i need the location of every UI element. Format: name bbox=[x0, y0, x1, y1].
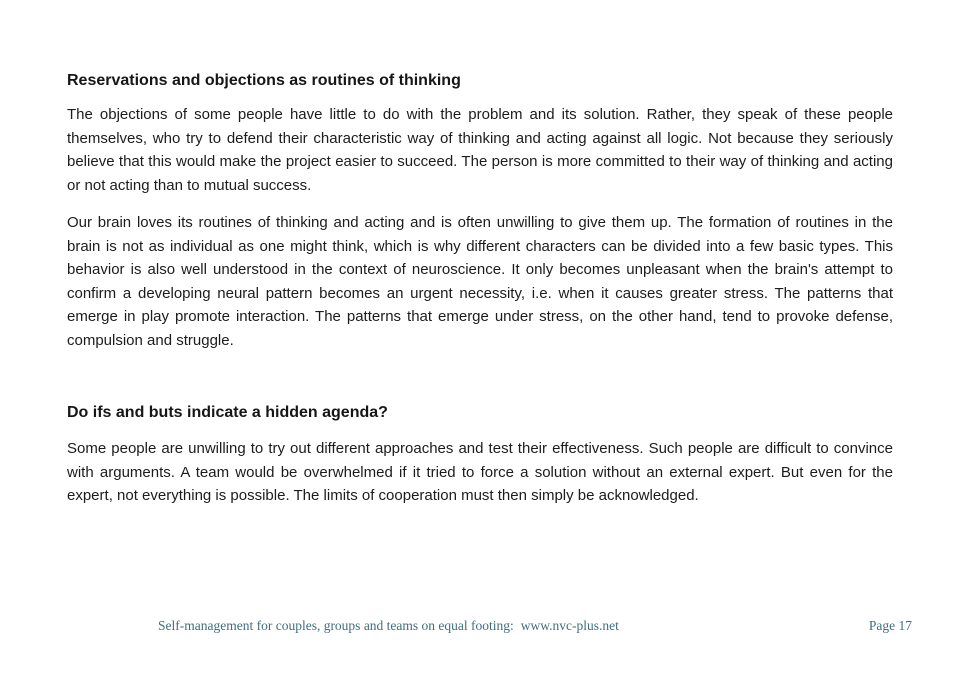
footer-page-number: Page 17 bbox=[868, 618, 912, 633]
paragraph-unwilling-people: Some people are unwilling to try out different approaches and test their effectiveness. Such people are difficult to convince with arguments. A team would be overwhelmed if it tried to force a solution without an external expert. But even for the expert, not everything is possible. The limits of cooperation must then simply be acknowledged. bbox=[67, 440, 893, 505]
footer-tagline bbox=[158, 617, 619, 634]
paragraph-objections: The objections of some people have little to do with the problem and its solution. Rather, they speak of these people themselves, who try to defend their characteristic way of thinking and acting against all logic. Not because they seriously believe that this would make the project easier to succeed. The person is more committed to their way of thinking and acting or not acting than to mutual success. bbox=[67, 106, 893, 194]
section-heading-reservations: Reservations and objections as routines of thinking bbox=[67, 72, 461, 89]
footer-url-link[interactable]: www.nvc-plus.net bbox=[520, 618, 619, 633]
section-heading-hidden-agenda: Do ifs and buts indicate a hidden agenda? bbox=[67, 404, 388, 421]
paragraph-brain-routines: Our brain loves its routines of thinking and acting and is often unwilling to give them up. The formation of routines in the brain is not as individual as one might think, which is why different characters can be divided into a few basic types. This behavior is also well understood in the context of neuroscience. It only becomes unpleasant when the brain's attempt to confirm a developing neural pattern becomes an urgent necessity, i.e. when it causes greater stress. The patterns that emerge in play promote interaction. The patterns that emerge under stress, on the other hand, tend to provoke defense, compulsion and struggle. bbox=[67, 214, 893, 349]
page-footer bbox=[0, 617, 960, 637]
footer-tagline-label: Self-management for couples, groups and teams on equal footing: bbox=[158, 618, 514, 633]
